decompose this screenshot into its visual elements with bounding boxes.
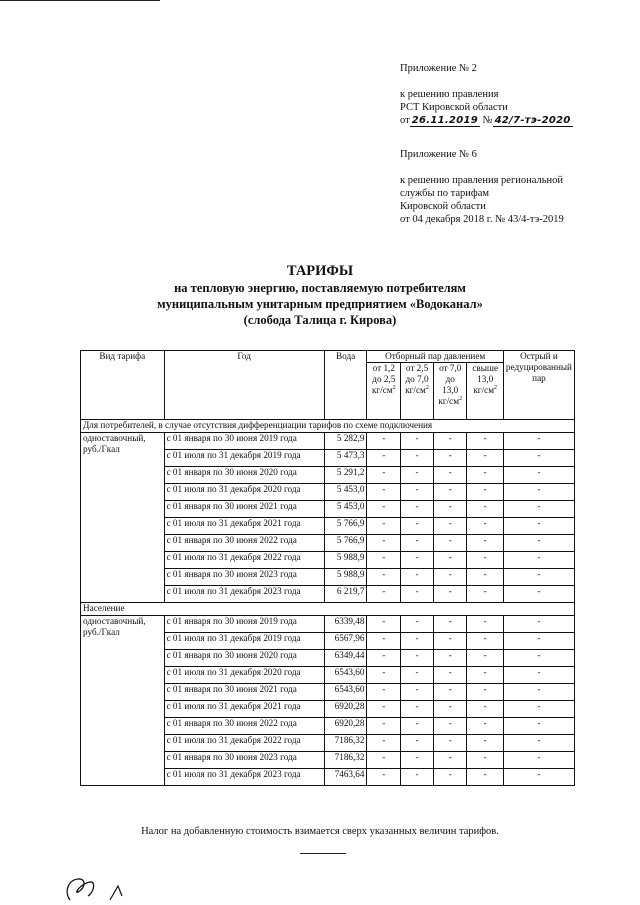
- empty-tariff-cell: -: [367, 752, 401, 769]
- number-prefix: №: [482, 115, 493, 126]
- empty-tariff-cell: -: [367, 616, 401, 633]
- empty-tariff-cell: -: [467, 535, 503, 552]
- water-tariff-cell: 5 766,9: [324, 518, 367, 535]
- empty-tariff-cell: -: [433, 650, 467, 667]
- empty-tariff-cell: -: [433, 586, 467, 603]
- water-tariff-cell: 6543,60: [324, 684, 367, 701]
- period-cell: с 01 января по 30 июня 2023 года: [164, 569, 324, 586]
- period-cell: с 01 июля по 31 декабря 2021 года: [164, 701, 324, 718]
- empty-tariff-cell: -: [503, 667, 574, 684]
- tariff-type-line2: руб./Гкал: [83, 444, 120, 454]
- empty-tariff-cell: -: [367, 552, 401, 569]
- empty-tariff-cell: -: [433, 684, 467, 701]
- empty-tariff-cell: -: [401, 450, 434, 467]
- empty-tariff-cell: -: [433, 752, 467, 769]
- empty-tariff-cell: -: [467, 752, 503, 769]
- empty-tariff-cell: -: [401, 769, 434, 786]
- water-tariff-cell: 6920,28: [324, 718, 367, 735]
- empty-tariff-cell: -: [503, 701, 574, 718]
- empty-tariff-cell: -: [467, 667, 503, 684]
- empty-tariff-cell: -: [503, 650, 574, 667]
- empty-tariff-cell: -: [503, 735, 574, 752]
- title-line1: на тепловую энергию, поставляемую потребителям: [174, 281, 466, 295]
- header-sharp-steam: Острый и редуцированный пар: [503, 351, 574, 420]
- pressure-2-from: от 2,5: [405, 363, 429, 373]
- appendix-prev-line1: к решению правления региональной: [400, 175, 564, 186]
- empty-tariff-cell: -: [401, 701, 434, 718]
- appendix-main-line1: к решению правления: [400, 89, 499, 100]
- empty-tariff-cell: -: [503, 586, 574, 603]
- pressure-2-exp: 2: [425, 384, 429, 391]
- empty-tariff-cell: -: [401, 569, 434, 586]
- pressure-1-exp: 2: [392, 384, 396, 391]
- appendix-main-line2: РСТ Кировской области: [400, 102, 508, 113]
- top-rule: [0, 0, 160, 1]
- end-rule: [300, 853, 346, 854]
- empty-tariff-cell: -: [401, 518, 434, 535]
- empty-tariff-cell: -: [401, 484, 434, 501]
- pressure-1-from: от 1,2: [372, 363, 395, 373]
- period-cell: с 01 июля по 31 декабря 2019 года: [164, 450, 324, 467]
- empty-tariff-cell: -: [401, 718, 434, 735]
- empty-tariff-cell: -: [401, 586, 434, 603]
- period-cell: с 01 июля по 31 декабря 2022 года: [164, 552, 324, 569]
- empty-tariff-cell: -: [503, 501, 574, 518]
- empty-tariff-cell: -: [401, 752, 434, 769]
- period-cell: с 01 января по 30 июня 2019 года: [164, 616, 324, 633]
- header-pressure-4: [467, 363, 503, 420]
- header-pressure-2: [401, 363, 434, 420]
- empty-tariff-cell: -: [433, 552, 467, 569]
- water-tariff-cell: 5 473,3: [324, 450, 367, 467]
- period-cell: с 01 июля по 31 декабря 2023 года: [164, 586, 324, 603]
- empty-tariff-cell: -: [467, 552, 503, 569]
- water-tariff-cell: 6 219,7: [324, 586, 367, 603]
- period-cell: с 01 января по 30 июня 2020 года: [164, 650, 324, 667]
- handwritten-signature: [60, 870, 150, 904]
- empty-tariff-cell: -: [401, 650, 434, 667]
- tariff-table: [80, 350, 575, 786]
- section-row: [81, 420, 575, 433]
- empty-tariff-cell: -: [433, 718, 467, 735]
- empty-tariff-cell: -: [467, 586, 503, 603]
- period-cell: с 01 января по 30 июня 2022 года: [164, 718, 324, 735]
- date-prefix: от: [400, 115, 410, 126]
- empty-tariff-cell: -: [503, 684, 574, 701]
- water-tariff-cell: 7186,32: [324, 752, 367, 769]
- empty-tariff-cell: -: [433, 484, 467, 501]
- pressure-3-from: от 7,0: [439, 363, 462, 373]
- empty-tariff-cell: -: [467, 769, 503, 786]
- empty-tariff-cell: -: [503, 450, 574, 467]
- table-row: [81, 616, 575, 633]
- empty-tariff-cell: -: [433, 633, 467, 650]
- water-tariff-cell: 5 988,9: [324, 569, 367, 586]
- header-tariff-type: Вид тарифа: [81, 351, 165, 420]
- period-cell: с 01 июля по 31 декабря 2021 года: [164, 518, 324, 535]
- water-tariff-cell: 5 988,9: [324, 552, 367, 569]
- empty-tariff-cell: -: [467, 718, 503, 735]
- empty-tariff-cell: -: [503, 433, 574, 450]
- pressure-4-exp: 2: [494, 384, 498, 391]
- empty-tariff-cell: -: [401, 735, 434, 752]
- empty-tariff-cell: -: [433, 616, 467, 633]
- handwritten-date: 26.11.2019: [411, 115, 478, 126]
- water-tariff-cell: 5 766,9: [324, 535, 367, 552]
- empty-tariff-cell: -: [367, 501, 401, 518]
- empty-tariff-cell: -: [401, 667, 434, 684]
- appendix-main: [400, 62, 573, 127]
- empty-tariff-cell: -: [467, 650, 503, 667]
- section-title-population: Население: [81, 603, 575, 616]
- empty-tariff-cell: -: [433, 769, 467, 786]
- empty-tariff-cell: -: [367, 467, 401, 484]
- pressure-2-to: до 7,0: [405, 374, 429, 384]
- empty-tariff-cell: -: [433, 450, 467, 467]
- empty-tariff-cell: -: [367, 633, 401, 650]
- tariff-type-line1: одноставочный,: [83, 433, 146, 443]
- handwritten-number: 42/7-тэ-2020: [494, 115, 571, 126]
- empty-tariff-cell: -: [433, 433, 467, 450]
- period-cell: с 01 января по 30 июня 2022 года: [164, 535, 324, 552]
- empty-tariff-cell: -: [467, 467, 503, 484]
- water-tariff-cell: 5 282,9: [324, 433, 367, 450]
- appendix-prev-line3: Кировской области: [400, 201, 486, 212]
- period-cell: с 01 января по 30 июня 2019 года: [164, 433, 324, 450]
- empty-tariff-cell: -: [433, 518, 467, 535]
- empty-tariff-cell: -: [467, 518, 503, 535]
- water-tariff-cell: 6920,28: [324, 701, 367, 718]
- empty-tariff-cell: -: [467, 684, 503, 701]
- empty-tariff-cell: -: [367, 684, 401, 701]
- empty-tariff-cell: -: [433, 535, 467, 552]
- empty-tariff-cell: -: [503, 518, 574, 535]
- empty-tariff-cell: -: [433, 569, 467, 586]
- water-tariff-cell: 6349,44: [324, 650, 367, 667]
- pressure-3-unit: кг/см: [438, 396, 460, 406]
- empty-tariff-cell: -: [433, 501, 467, 518]
- empty-tariff-cell: -: [467, 484, 503, 501]
- header-row-1: [81, 351, 575, 363]
- empty-tariff-cell: -: [467, 569, 503, 586]
- empty-tariff-cell: -: [401, 552, 434, 569]
- period-cell: с 01 июля по 31 декабря 2020 года: [164, 667, 324, 684]
- water-tariff-cell: 6339,48: [324, 616, 367, 633]
- appendix-previous: [400, 148, 564, 226]
- empty-tariff-cell: -: [503, 569, 574, 586]
- tariff-type-line1: одноставочный,: [83, 616, 146, 626]
- empty-tariff-cell: -: [367, 535, 401, 552]
- water-tariff-cell: 7463,64: [324, 769, 367, 786]
- empty-tariff-cell: -: [401, 467, 434, 484]
- empty-tariff-cell: -: [503, 552, 574, 569]
- empty-tariff-cell: -: [503, 484, 574, 501]
- pressure-2-unit: кг/см: [405, 385, 426, 395]
- empty-tariff-cell: -: [367, 586, 401, 603]
- water-tariff-cell: 5 291,2: [324, 467, 367, 484]
- empty-tariff-cell: -: [401, 633, 434, 650]
- empty-tariff-cell: -: [503, 718, 574, 735]
- empty-tariff-cell: -: [433, 467, 467, 484]
- appendix-prev-line4: от 04 декабря 2018 г. № 43/4-тэ-2019: [400, 214, 564, 225]
- period-cell: с 01 января по 30 июня 2021 года: [164, 501, 324, 518]
- vat-footnote: Налог на добавленную стоимость взимается сверх указанных величин тарифов.: [141, 826, 499, 837]
- empty-tariff-cell: -: [467, 616, 503, 633]
- header-pressure-3: [433, 363, 467, 420]
- empty-tariff-cell: -: [433, 701, 467, 718]
- title-line3: (слобода Талица г. Кирова): [243, 313, 397, 327]
- header-selected-steam: Отборный пар давлением: [367, 351, 503, 363]
- empty-tariff-cell: -: [433, 667, 467, 684]
- empty-tariff-cell: -: [401, 616, 434, 633]
- empty-tariff-cell: -: [367, 718, 401, 735]
- pressure-1-unit: кг/см: [371, 385, 393, 395]
- period-cell: с 01 января по 30 июня 2020 года: [164, 467, 324, 484]
- empty-tariff-cell: -: [401, 684, 434, 701]
- water-tariff-cell: 6567,96: [324, 633, 367, 650]
- water-tariff-cell: 5 453,0: [324, 484, 367, 501]
- appendix-prev-line2: службы по тарифам: [400, 188, 489, 199]
- header-pressure-1: [367, 363, 401, 420]
- table-row: [81, 433, 575, 450]
- empty-tariff-cell: -: [401, 433, 434, 450]
- appendix-main-date-line: [400, 114, 573, 127]
- empty-tariff-cell: -: [467, 450, 503, 467]
- tariff-type-line2: руб./Гкал: [83, 627, 120, 637]
- period-cell: с 01 июля по 31 декабря 2019 года: [164, 633, 324, 650]
- section-population: [81, 603, 575, 786]
- empty-tariff-cell: -: [367, 518, 401, 535]
- document-title: [0, 262, 640, 328]
- empty-tariff-cell: -: [503, 535, 574, 552]
- header-year: Год: [164, 351, 324, 420]
- pressure-3-value: 13,0: [442, 385, 459, 395]
- empty-tariff-cell: -: [367, 667, 401, 684]
- empty-tariff-cell: -: [467, 433, 503, 450]
- period-cell: с 01 июля по 31 декабря 2022 года: [164, 735, 324, 752]
- pressure-4-from: свыше: [472, 363, 499, 373]
- pressure-4-value: 13,0: [477, 374, 494, 384]
- empty-tariff-cell: -: [467, 735, 503, 752]
- empty-tariff-cell: -: [401, 501, 434, 518]
- section-row: [81, 603, 575, 616]
- period-cell: с 01 января по 30 июня 2023 года: [164, 752, 324, 769]
- tariff-type-cell: [81, 616, 165, 786]
- pressure-1-to: до 2,5: [372, 374, 396, 384]
- water-tariff-cell: 7186,32: [324, 735, 367, 752]
- section-title-consumers: Для потребителей, в случае отсутствия дифференциации тарифов по схеме подключения: [81, 420, 575, 433]
- pressure-4-unit: кг/см: [473, 385, 495, 395]
- title-heading: ТАРИФЫ: [286, 263, 354, 279]
- header-water: Вода: [324, 351, 367, 420]
- tariff-type-cell: [81, 433, 165, 603]
- empty-tariff-cell: -: [367, 735, 401, 752]
- pressure-3-to: до: [445, 374, 455, 384]
- appendix-main-label: Приложение № 2: [400, 63, 477, 74]
- water-tariff-cell: 5 453,0: [324, 501, 367, 518]
- title-line2: муниципальным унитарным предприятием «Водоканал»: [157, 297, 483, 311]
- empty-tariff-cell: -: [503, 752, 574, 769]
- empty-tariff-cell: -: [367, 569, 401, 586]
- empty-tariff-cell: -: [467, 501, 503, 518]
- empty-tariff-cell: -: [503, 633, 574, 650]
- empty-tariff-cell: -: [367, 450, 401, 467]
- empty-tariff-cell: -: [467, 701, 503, 718]
- period-cell: с 01 июля по 31 декабря 2023 года: [164, 769, 324, 786]
- section-consumers: [81, 420, 575, 603]
- water-tariff-cell: 6543,60: [324, 667, 367, 684]
- empty-tariff-cell: -: [433, 735, 467, 752]
- empty-tariff-cell: -: [503, 616, 574, 633]
- empty-tariff-cell: -: [367, 769, 401, 786]
- appendix-prev-label: Приложение № 6: [400, 149, 477, 160]
- empty-tariff-cell: -: [503, 467, 574, 484]
- period-cell: с 01 января по 30 июня 2021 года: [164, 684, 324, 701]
- empty-tariff-cell: -: [467, 633, 503, 650]
- empty-tariff-cell: -: [367, 701, 401, 718]
- empty-tariff-cell: -: [367, 433, 401, 450]
- empty-tariff-cell: -: [503, 769, 574, 786]
- empty-tariff-cell: -: [367, 650, 401, 667]
- pressure-3-exp: 2: [459, 395, 463, 402]
- empty-tariff-cell: -: [401, 535, 434, 552]
- empty-tariff-cell: -: [367, 484, 401, 501]
- period-cell: с 01 июля по 31 декабря 2020 года: [164, 484, 324, 501]
